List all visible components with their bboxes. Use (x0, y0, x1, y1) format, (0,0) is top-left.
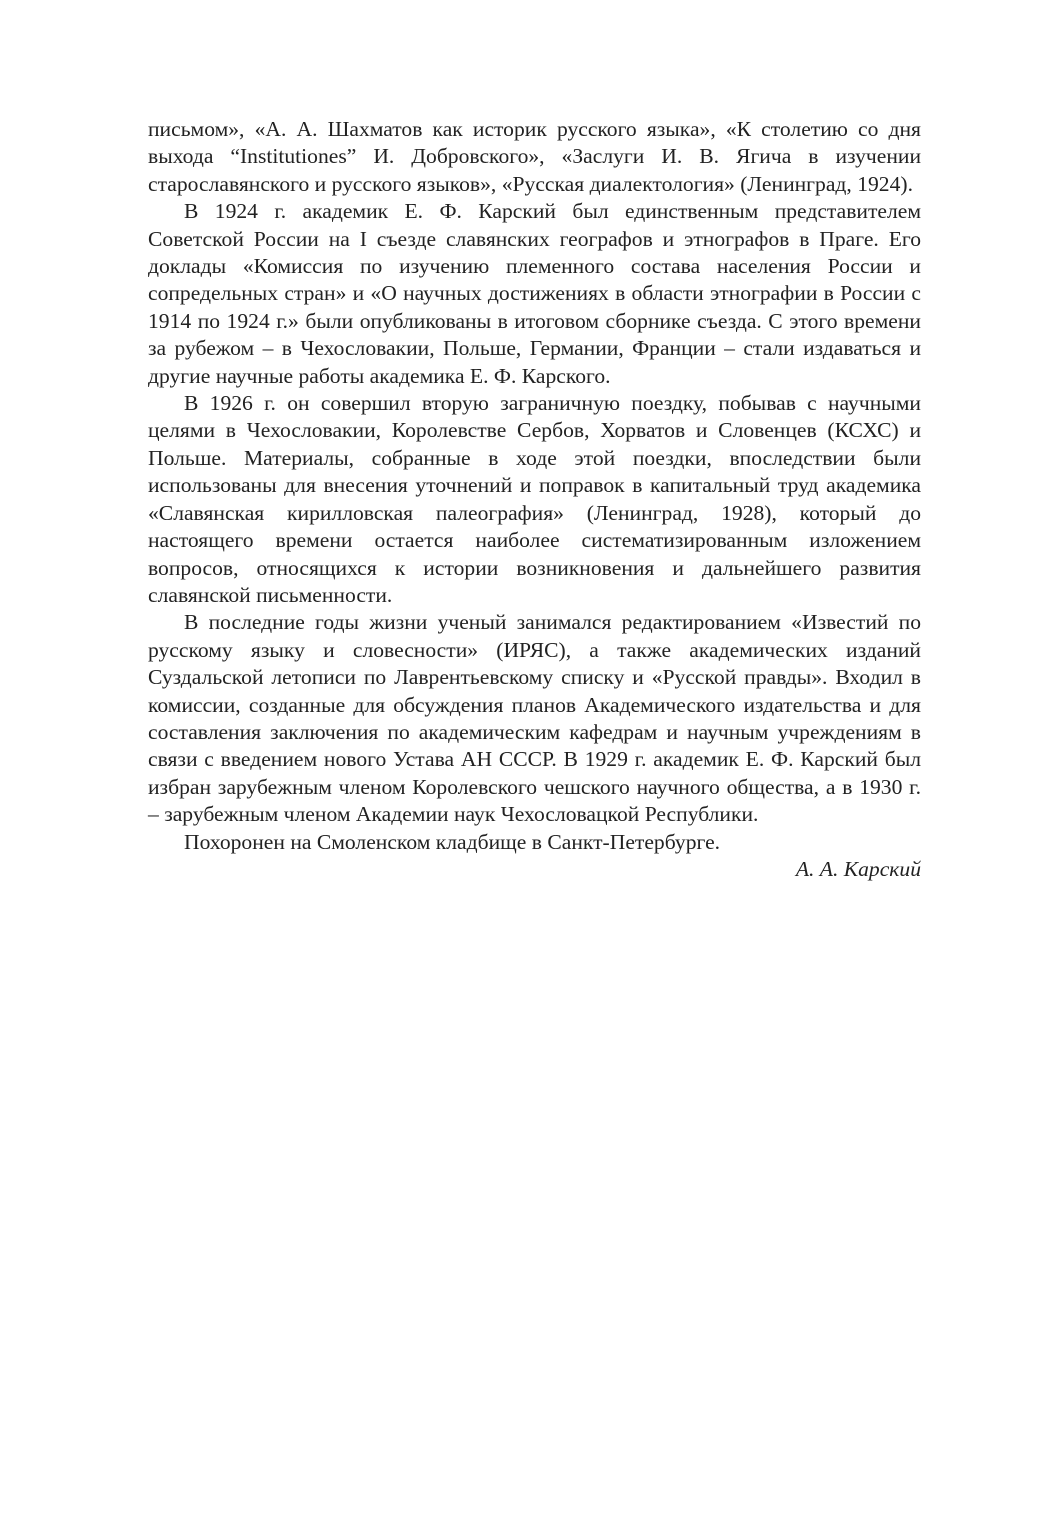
document-page (148, 116, 921, 883)
author-signature: А. А. Карский (795, 856, 921, 881)
paragraph-second-trip: В 1926 г. он совершил вторую заграничную поездку, побывав с научными целями в Чехословакии, Королевстве Сербов, Хорватов и Словенцев (КСХС) и Польше. Материалы, собранные в ходе этой поездки, впоследствии были использованы для внесения уточнений и поправок в капитальный труд академика «Славянская кирилловская палеография» (Ленинград, 1928), который до настоящего времени остается наиболее систематизированным изложением вопросов, относящихся к истории возникновения и дальнейшего развития славянской письменности. (148, 391, 921, 607)
paragraph-prague-congress: В 1924 г. академик Е. Ф. Карский был единственным представителем Советской России на I съезде славянских географов и этнографов в Праге. Его доклады «Комиссия по изучению племенного состава населения России и сопредельных стран» и «О научных достижениях в области этнографии в России с 1914 по 1924 г.» были опубликованы в итоговом сборнике съезда. С этого времени за рубежом – в Чехословакии, Польше, Германии, Франции – стали издаваться и другие научные работы академика Е. Ф. Карского. (148, 199, 921, 388)
paragraph-continued: письмом», «А. А. Шахматов как историк русского языка», «К столетию со дня выхода “Institutiones” И. Добровского», «Заслуги И. В. Ягича в изучении старославянского и русского языков», «Русская диалектология» (Ленинград, 1924). (148, 117, 921, 196)
paragraph-last-years: В последние годы жизни ученый занимался редактированием «Известий по русскому языку и словесности» (ИРЯС), а также академических изданий Суздальской летописи по Лаврентьевскому списку и «Русской правды». Входил в комиссии, созданные для обсуждения планов Академического издательства и для составления заключения по академическим кафедрам и научным учреждениям в связи с введением нового Устава АН СССР. В 1929 г. академик Е. Ф. Карский был избран зарубежным членом Королевского чешского научного общества, а в 1930 г. – зарубежным членом Академии наук Чехословацкой Республики. (148, 610, 921, 827)
paragraph-burial: Похоронен на Смоленском кладбище в Санкт-Петербурге. (184, 829, 721, 854)
